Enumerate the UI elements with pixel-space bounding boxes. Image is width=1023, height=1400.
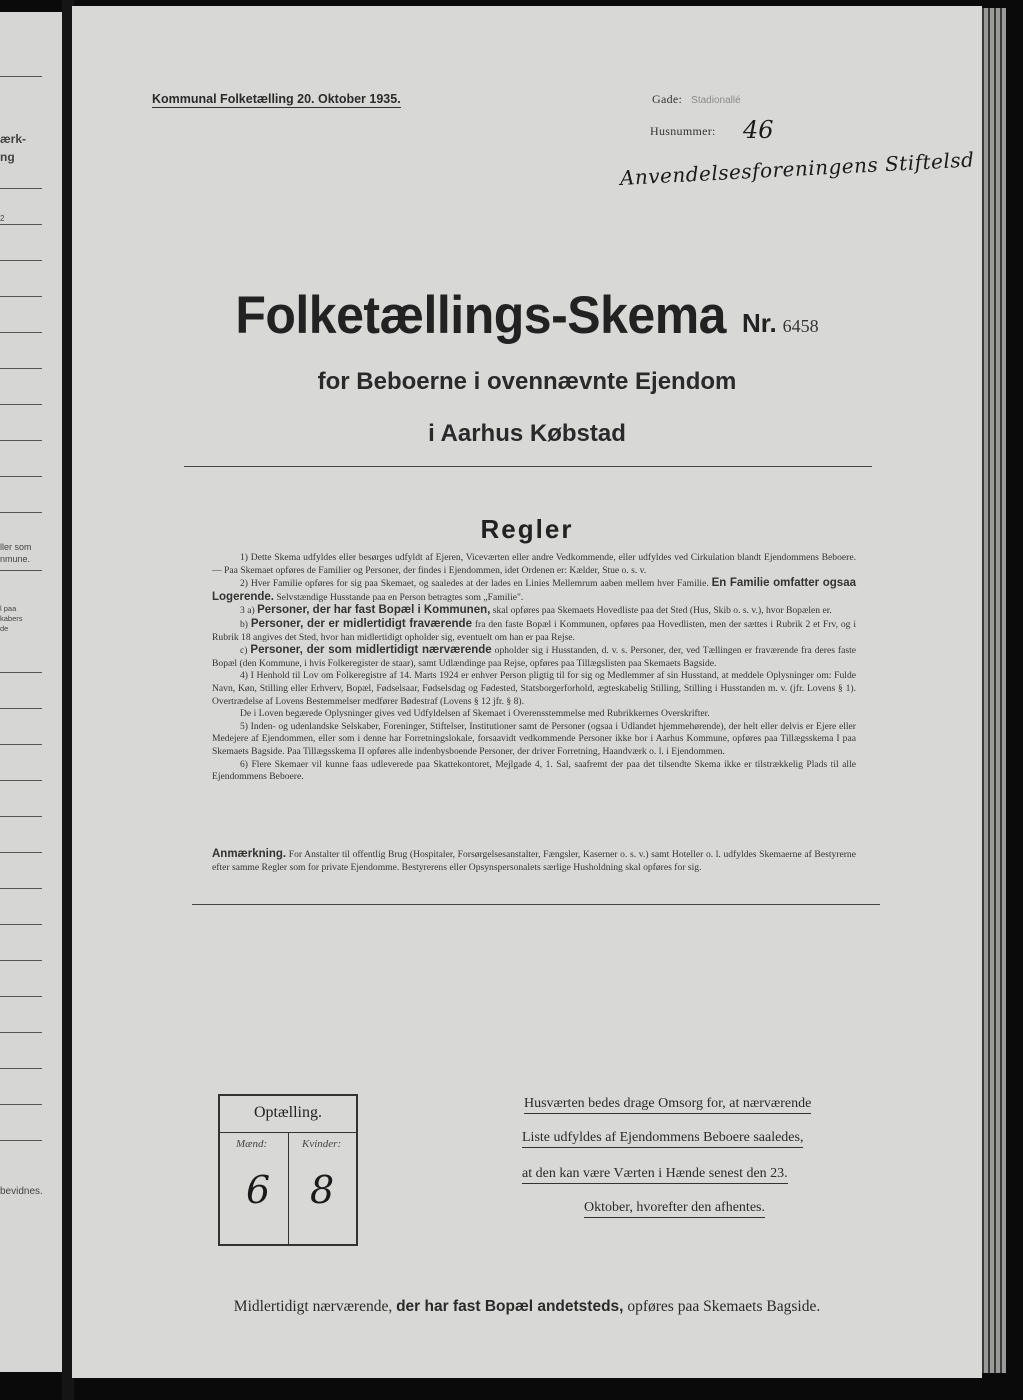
instruction-line: Husværten bedes drage Omsorg for, at nærværende <box>524 1096 811 1114</box>
left-page-rule <box>0 368 42 369</box>
left-page-rule <box>0 816 42 817</box>
left-page-rule <box>0 672 42 673</box>
street-value: Stadionallé <box>691 95 741 106</box>
street-field <box>652 92 741 107</box>
left-page-rule <box>0 924 42 925</box>
left-page-edge <box>0 12 62 1372</box>
form-subtitle: for Beboerne i ovennævnte Ejendom <box>317 368 737 395</box>
rules-heading: Regler <box>480 514 574 544</box>
left-page-rule <box>0 708 42 709</box>
instruction-line: at den kan være Værten i Hænde senest den 23. <box>522 1166 788 1184</box>
form-title-row <box>72 286 982 344</box>
rule-1: 1) Dette Skema udfyldes eller besørges udfyldt af Ejeren, Viceværten eller andre Vedkommende, eller udfyldes ved Cirkulation blandt Ejendommens Beboere. — Paa Skemaet opføres de Familier og Personer, der findes i Ejendommen, idet Ordenen er: Kælder, Stue o. s. v. <box>212 552 856 576</box>
men-count: 6 <box>246 1168 271 1212</box>
edge-strip <box>1000 8 1002 1373</box>
instruction-line: Liste udfyldes af Ejendommens Beboere saaledes, <box>522 1130 803 1148</box>
house-number-label: Husnummer: <box>650 124 716 138</box>
left-page-rule <box>0 570 42 571</box>
left-page-rule <box>0 76 42 77</box>
count-box-title: Optælling. <box>253 1104 322 1121</box>
left-page-fragment: nmune. <box>0 554 31 564</box>
street-label: Gade: <box>652 92 683 106</box>
left-page-rule <box>0 260 42 261</box>
left-page-rule <box>0 1140 42 1141</box>
rule-3c: c) Personer, der som midlertidigt nærværende opholder sig i Husstanden, d. v. s. Personer, der, ved Tællingen er fraværende fra deres faste Bopæl (den Kommune, i hvis Folkeregister de staar), samt Udlændinge paa Rejse, opføres paa Tillægslisten paa Skemaets Bagside. <box>212 644 857 669</box>
left-page-rule <box>0 852 42 853</box>
rule-3b: b) Personer, der er midlertidigt fraværende fra den faste Bopæl i Kommunen, opføres paa Hovedlisten, men der sættes i Rubrik 2 et Frv, og i Rubrik 18 angives det Sted, hvor han midlertidigt opholder sig, eventuelt om han er paa Rejse. <box>212 617 856 643</box>
left-page-fragment: bevidnes. <box>0 1186 43 1197</box>
rule-6: 6) Flere Skemaer vil kunne faas udleverede paa Skattekontoret, Mejlgade 4, 1. Sal, saafremt der paa det tilsendte Skema ikke er tilstrækkelig Plads til alle Ejendommens Beboere. <box>212 758 856 783</box>
count-box-divider <box>288 1132 289 1244</box>
form-number-value: 6458 <box>782 316 819 336</box>
left-page-rule <box>0 1068 42 1069</box>
left-page-rule <box>0 512 42 513</box>
edge-strip <box>994 8 996 1373</box>
left-page-rule <box>0 996 42 997</box>
census-form-page <box>72 6 982 1378</box>
annotation-note <box>212 848 856 874</box>
handwritten-note: Anvendelsesforeningens Stiftelsd <box>619 147 975 190</box>
rule-2: 2) Hver Familie opføres for sig paa Skemaet, og saaledes at der lades en Linies Mellemrum aaben mellem hver Familie. En Familie omfatter ogsaa Logerende. Selvstændige Husstande paa en Person betragtes som „Familie". <box>212 577 856 603</box>
annotation-label: Anmærkning. <box>212 848 287 860</box>
left-page-rule <box>0 188 42 189</box>
left-page-fragment: ærk- <box>0 132 27 146</box>
rule-5: 5) Inden- og udenlandske Selskaber, Foreninger, Stiftelser, Institutioner samt de Personer (ogsaa i Udlandet hjemmehørende), der helt eller delvis er Ejere eller Medejere af Ejendommen, eller som i denne har Forretningslokale, forsaavidt vedkommende Personer ikke bor i Aarhus Kommune, opføres paa Tillægsskema I paa Skemaets Bagside. Paa Tillægsskema II opføres alle indenbysboende Personer, der driver Forretning, Haandværk o. l. i Ejendommen. <box>212 720 856 757</box>
left-page-fragment: de <box>0 624 9 633</box>
men-label: Mænd: <box>236 1138 268 1150</box>
form-title: Folketællings-Skema <box>235 285 726 345</box>
instruction-line: Oktober, hvorefter den afhentes. <box>584 1200 765 1218</box>
left-page-rule <box>0 476 42 477</box>
left-page-rule <box>0 1104 42 1105</box>
left-page-rule <box>0 296 42 297</box>
left-page-rule <box>0 960 42 961</box>
left-page-fragment: kabers <box>0 614 23 623</box>
house-number-value: 46 <box>743 116 774 144</box>
left-page-rule <box>0 404 42 405</box>
left-page-rule <box>0 744 42 745</box>
form-subtitle-city: i Aarhus Købstad <box>428 420 626 447</box>
women-count: 8 <box>310 1168 335 1212</box>
edge-strip <box>982 8 984 1373</box>
left-page-fragment: l paa <box>0 604 17 613</box>
women-label: Kvinder: <box>302 1138 342 1150</box>
census-header: Kommunal Folketælling 20. Oktober 1935. <box>152 92 401 106</box>
rules-body <box>212 552 856 784</box>
rule-4: 4) I Henhold til Lov om Folkeregistre af 14. Marts 1924 er enhver Person pligtig til for sig og Medlemmer af sin Husstand, at meddele Oplysninger om: Fulde Navn, Køn, Stilling eller Erhverv, Bopæl, Fødselsaar, Fødselsdag og Fødested, Statsborgerforhold, ægteskabelig Stilling, Stilling i Husstanden m. v. (jfr. Lovens § 1). Overtrædelse af Lovens Bestemmelser medfører Bødestraf (Lovens § 12 jfr. § 8). <box>212 670 856 707</box>
left-page-rule <box>0 332 42 333</box>
rule-3a: 3 a) Personer, der har fast Bopæl i Kommunen, skal opføres paa Skemaets Hovedliste paa det Sted (Hus, Skib o. s. v.), hvor Bopælen er. <box>240 604 832 617</box>
left-page-rule <box>0 440 42 441</box>
house-number-field <box>650 116 774 144</box>
form-number-label: Nr. <box>741 308 777 338</box>
left-page-rule <box>0 224 42 225</box>
left-page-rule <box>0 780 42 781</box>
rule-4b: De i Loven begærede Oplysninger gives ved Udfyldelsen af Skemaet i Overensstemmelse med Rubrikkernes Overskrifter. <box>240 708 710 720</box>
edge-strip <box>988 8 990 1373</box>
annotation-text: For Anstalter til offentlig Brug (Hospitaler, Forsørgelsesanstalter, Fængsler, Kaserner o. s. v.) samt Hoteller o. l. udfyldes Skemaerne af Bestyrerne efter samme Regler som for private Ejendomme. Bestyrerens eller Opsynspersonalets særlige Husholdning skal opføres for sig. <box>212 849 856 873</box>
divider <box>184 466 872 467</box>
footer-note: Midlertidigt nærværende, der har fast Bopæl andetsteds, opføres paa Skemaets Bagside. <box>233 1298 821 1315</box>
right-page-edge <box>978 8 1006 1373</box>
left-page-fragment: ng <box>0 150 15 164</box>
left-page-fragment: ller som <box>0 542 32 552</box>
count-box <box>218 1094 358 1246</box>
divider <box>192 904 880 905</box>
left-page-rule <box>0 1032 42 1033</box>
left-page-fragment: 2 <box>0 214 5 223</box>
left-page-rule <box>0 888 42 889</box>
